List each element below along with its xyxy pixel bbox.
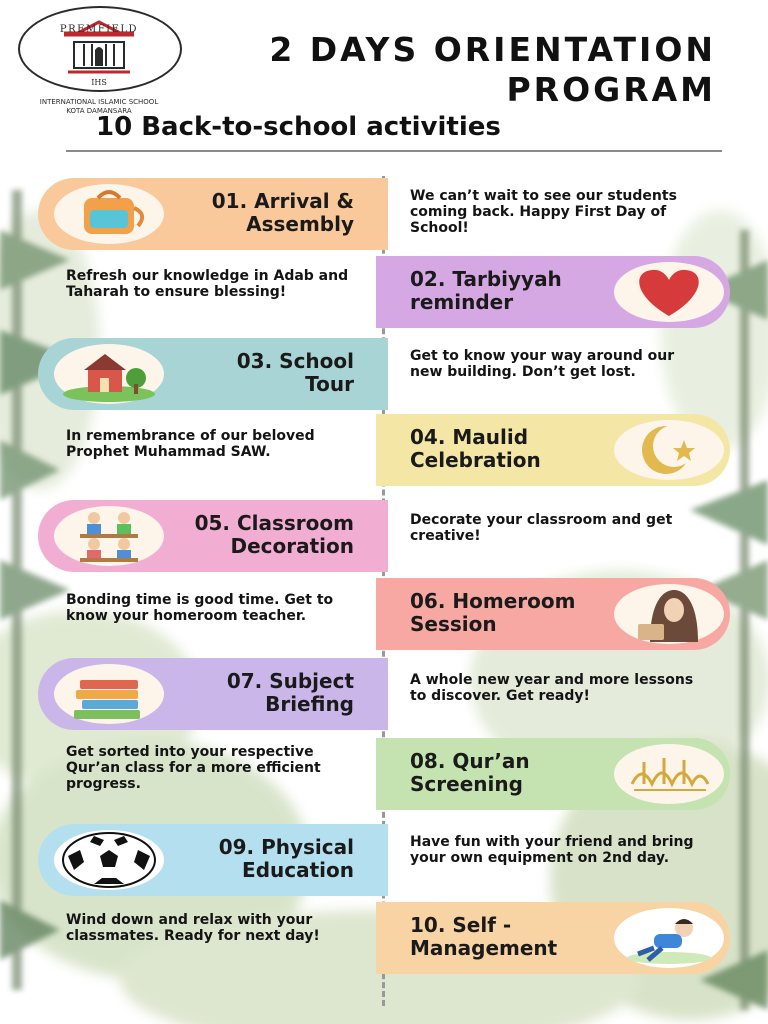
activity-description-07: A whole new year and more lessons to discover. Get ready!	[410, 672, 694, 704]
logo-school-name: INTERNATIONAL ISLAMIC SCHOOL	[39, 98, 159, 106]
activity-title-line1: 02. Tarbiyyah	[410, 267, 562, 291]
calligraphy-icon	[614, 744, 724, 804]
activity-title-line2: Session	[410, 612, 497, 636]
activity-title-line2: Assembly	[246, 212, 354, 236]
activity-title-line1: 09. Physical	[218, 835, 354, 859]
activity-description-02: Refresh our knowledge in Adab and Taharah to ensure blessing!	[66, 268, 349, 300]
icon-badge	[614, 420, 724, 480]
icon-badge	[614, 908, 724, 968]
pill-tab	[378, 658, 388, 730]
icon-badge	[54, 344, 164, 404]
activity-title-line2: Briefing	[265, 692, 354, 716]
activity-pill-07	[38, 658, 384, 730]
activity-title	[410, 268, 562, 314]
activity-title	[227, 670, 354, 716]
header-divider	[66, 150, 722, 152]
activity-title	[410, 426, 541, 472]
activity-title-line2: Screening	[410, 772, 523, 796]
activity-pill-02	[384, 256, 730, 328]
heart-icon	[614, 262, 724, 322]
pill-tab	[378, 338, 388, 410]
books-icon	[54, 664, 164, 724]
activity-title-line2: reminder	[410, 290, 514, 314]
page-title-line2: PROGRAM	[506, 70, 716, 109]
icon-badge	[54, 830, 164, 890]
activity-title-line1: 06. Homeroom	[410, 589, 576, 613]
activity-title-line1: 10. Self -	[410, 913, 512, 937]
logo-abbreviation: IHS	[91, 78, 107, 87]
crescent-star-icon	[614, 420, 724, 480]
pill-tab	[376, 414, 386, 486]
icon-badge	[54, 664, 164, 724]
activity-title-line2: Decoration	[230, 534, 354, 558]
students-desks-icon	[54, 506, 164, 566]
activity-description-08: Get sorted into your respective Qur’an class for a more efficient progress.	[66, 744, 321, 792]
icon-badge	[54, 184, 164, 244]
activity-title	[219, 836, 354, 882]
activity-title	[410, 914, 557, 960]
activity-title-line1: 04. Maulid	[410, 425, 529, 449]
activity-title-line1: 01. Arrival &	[211, 189, 354, 213]
icon-badge	[614, 584, 724, 644]
activity-title-line1: 05. Classroom	[194, 511, 354, 535]
pill-tab	[376, 578, 386, 650]
activity-title	[195, 512, 354, 558]
activity-pill-10	[384, 902, 730, 974]
activity-pill-01	[38, 178, 384, 250]
pill-tab	[378, 500, 388, 572]
activity-title-line2: Tour	[305, 372, 354, 396]
pill-tab	[376, 738, 386, 810]
activity-title-line1: 07. Subject	[226, 669, 354, 693]
activity-title-line1: 03. School	[236, 349, 354, 373]
page-title-line1: 2 DAYS ORIENTATION	[269, 30, 716, 69]
activity-title	[212, 190, 354, 236]
header	[0, 0, 768, 160]
icon-badge	[614, 744, 724, 804]
activity-pill-05	[38, 500, 384, 572]
activity-description-01: We can’t wait to see our students coming back. Happy First Day of School!	[410, 188, 677, 236]
logo-name: PREMFIELD	[59, 24, 139, 35]
pill-tab	[376, 256, 386, 328]
activity-pill-09	[38, 824, 384, 896]
activity-title	[410, 590, 575, 636]
activity-pill-03	[38, 338, 384, 410]
activity-title-line2: Celebration	[410, 448, 541, 472]
activity-description-05: Decorate your classroom and get creative!	[410, 512, 673, 544]
school-house-icon	[54, 344, 164, 404]
activity-description-04: In remembrance of our beloved Prophet Muhammad SAW.	[66, 428, 315, 460]
icon-badge	[54, 506, 164, 566]
activity-title-line2: Education	[242, 858, 354, 882]
backpack-icon	[54, 184, 164, 244]
activity-description-06: Bonding time is good time. Get to know your homeroom teacher.	[66, 592, 334, 624]
activity-title	[410, 750, 530, 796]
activity-pill-08	[384, 738, 730, 810]
activity-pill-04	[384, 414, 730, 486]
activity-title-line1: 08. Qur’an	[410, 749, 530, 773]
teacher-icon	[614, 584, 724, 644]
pill-tab	[378, 178, 388, 250]
pill-tab	[378, 824, 388, 896]
activity-description-10: Wind down and relax with your classmates. Ready for next day!	[66, 912, 320, 944]
activity-title	[237, 350, 354, 396]
relaxing-boy-icon	[614, 908, 724, 968]
activity-description-09: Have fun with your friend and bring your own equipment on 2nd day.	[410, 834, 694, 866]
pill-tab	[376, 902, 386, 974]
activity-description-03: Get to know your way around our new building. Don’t get lost.	[410, 348, 675, 380]
icon-badge	[614, 262, 724, 322]
activity-pill-06	[384, 578, 730, 650]
logo-location: KOTA DAMANSARA	[66, 107, 132, 115]
page-subtitle: 10 Back-to-school activities	[96, 112, 501, 142]
activity-title-line2: Management	[410, 936, 558, 960]
soccer-ball-icon	[54, 830, 164, 890]
